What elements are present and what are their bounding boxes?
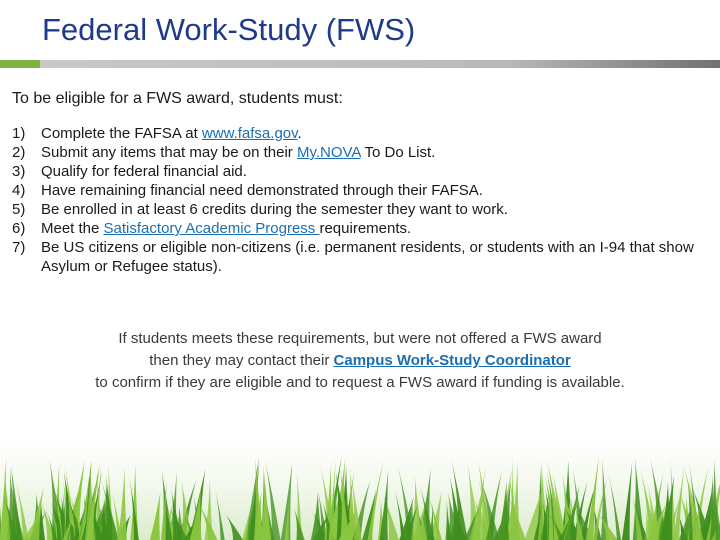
grass-illustration [0, 455, 720, 540]
eligibility-intro: To be eligible for a FWS award, students must: [12, 90, 343, 107]
note-line-2 [0, 350, 720, 372]
requirement-item [12, 181, 712, 200]
fafsa-link[interactable]: www.fafsa.gov [201, 125, 298, 142]
contact-note [0, 328, 720, 394]
coordinator-link[interactable]: Campus Work-Study Coordinator [333, 352, 571, 369]
requirement-text: Complete the FAFSA at [41, 125, 202, 142]
note-line-1: If students meets these requirements, but were not offered a FWS award [118, 330, 602, 347]
requirement-text: Submit any items that may be on their [41, 144, 297, 161]
sap-link[interactable]: Satisfactory Academic Progress [103, 220, 320, 237]
requirement-item [12, 162, 712, 181]
requirement-text-end: To Do List. [360, 144, 436, 161]
requirement-text: Have remaining financial need demonstrated through their FAFSA. [41, 182, 483, 199]
requirement-text-end: . [297, 125, 302, 142]
slide-title: Federal Work-Study (FWS) [42, 12, 416, 47]
item-number: 5) [12, 201, 26, 218]
requirement-item [12, 124, 712, 143]
requirement-item [12, 238, 712, 276]
title-divider [0, 60, 720, 68]
requirement-text-end: requirements. [319, 220, 412, 237]
requirement-item [12, 219, 712, 238]
item-number: 6) [12, 220, 26, 237]
note-line-2-text: then they may contact their [149, 352, 334, 369]
requirement-text: Meet the [41, 220, 104, 237]
item-number: 4) [12, 182, 26, 199]
item-number: 7) [12, 239, 26, 256]
note-line-3: to confirm if they are eligible and to request a FWS award if funding is available. [95, 374, 625, 391]
item-number: 2) [12, 144, 26, 161]
item-number: 1) [12, 125, 26, 142]
requirement-item [12, 200, 712, 219]
mynova-link[interactable]: My.NOVA [296, 144, 361, 161]
item-number: 3) [12, 163, 26, 180]
requirements-list [12, 124, 712, 276]
requirement-text: Be US citizens or eligible non-citizens (i.e. permanent residents, or students with an I-94 that show Asylum or Refugee status). [41, 239, 694, 275]
requirement-item [12, 143, 712, 162]
requirement-text: Qualify for federal financial aid. [41, 163, 247, 180]
requirement-text: Be enrolled in at least 6 credits during the semester they want to work. [41, 201, 508, 218]
